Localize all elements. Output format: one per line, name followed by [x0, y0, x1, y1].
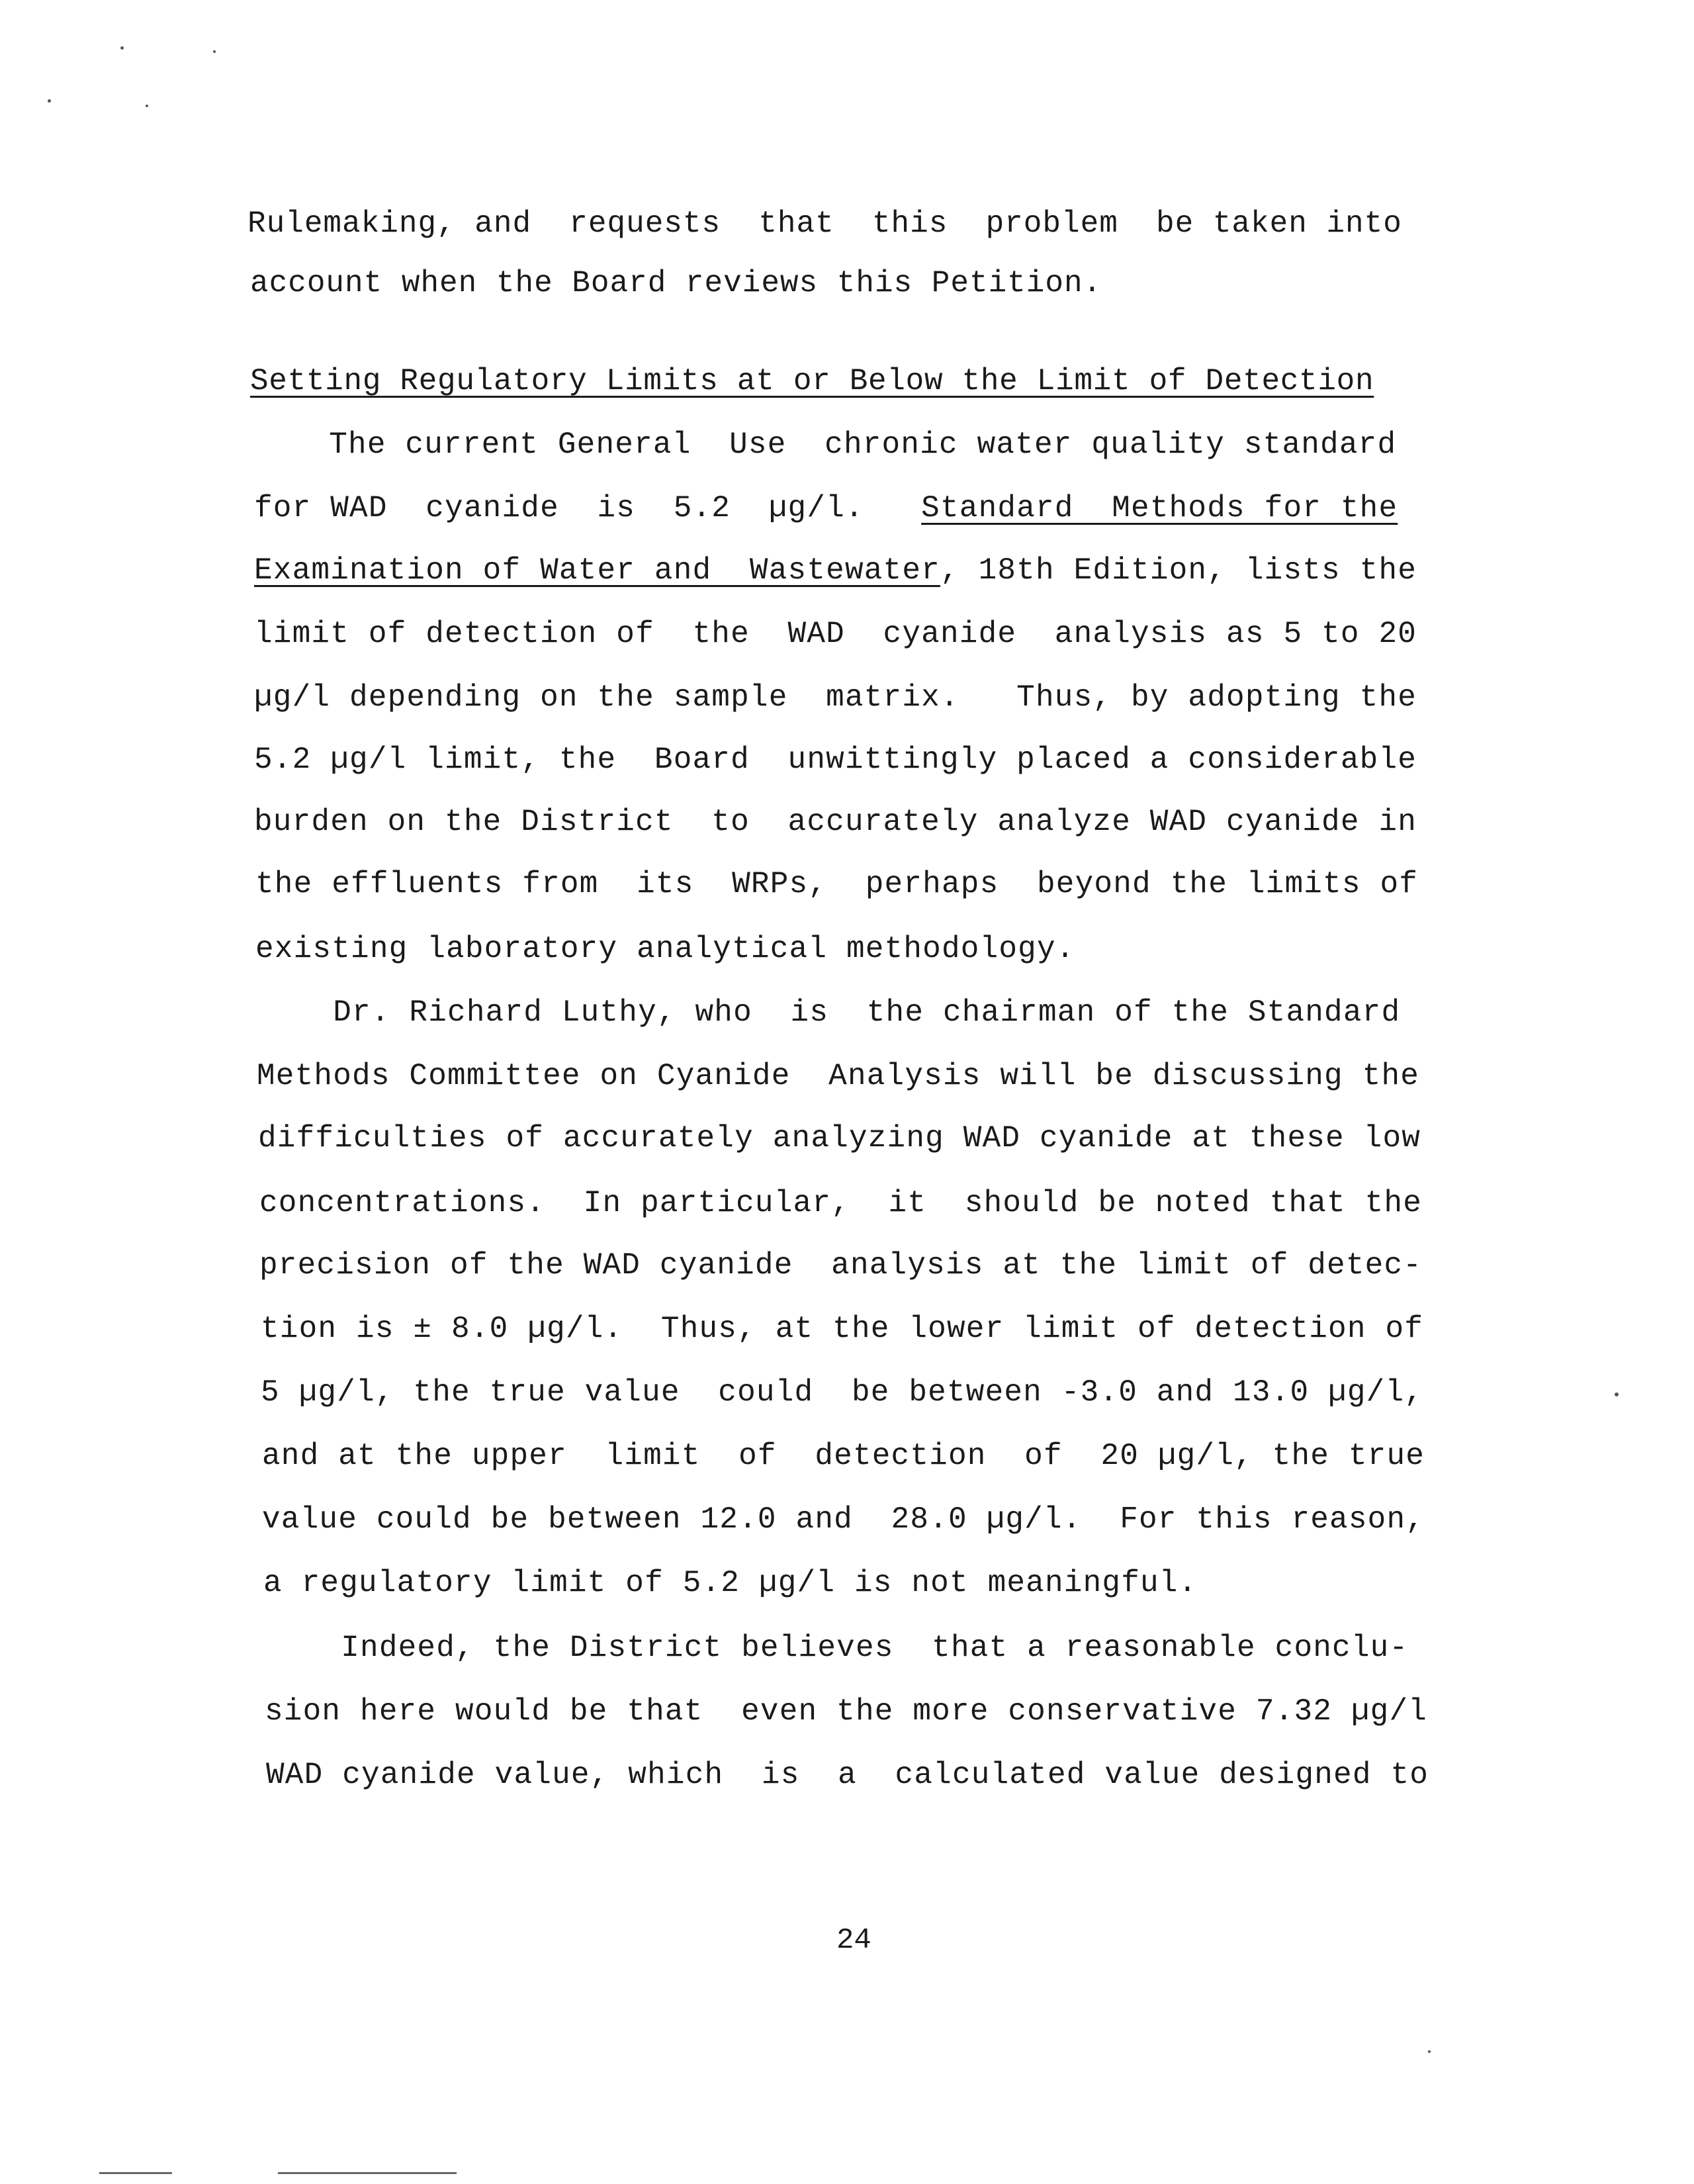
scan-speck [48, 99, 51, 103]
scan-speck [120, 46, 124, 50]
body-text-line: Indeed, the District believes that a reasonable conclu- [265, 1631, 1409, 1665]
body-text-line: tion is ± 8.0 µg/l. Thus, at the lower limit of detection of [261, 1312, 1424, 1346]
body-text-line [254, 551, 1417, 590]
cited-work-title: Standard Methods for the [921, 491, 1398, 525]
body-text-line [254, 488, 1398, 528]
body-text-line: precision of the WAD cyanide analysis at the limit of detec- [259, 1248, 1423, 1283]
scan-speck [146, 105, 148, 107]
scan-speck [1615, 1392, 1619, 1396]
body-text: for WAD cyanide is 5.2 µg/l. [254, 491, 922, 525]
bottom-rule [278, 2172, 457, 2174]
body-text-line: concentrations. In particular, it should be noted that the [259, 1186, 1423, 1220]
body-text-line: value could be between 12.0 and 28.0 µg/l. For this reason, [262, 1502, 1425, 1537]
body-text-line: limit of detection of the WAD cyanide analysis as 5 to 20 [254, 617, 1417, 651]
body-text-line: sion here would be that even the more conservative 7.32 µg/l [265, 1694, 1428, 1729]
scan-speck [1428, 2050, 1431, 2053]
body-text: , 18th Edition, lists the [940, 553, 1417, 588]
cited-work-title: Examination of Water and Wastewater [254, 553, 940, 588]
page-number: 24 [836, 1924, 871, 1957]
body-text-line: µg/l depending on the sample matrix. Thus, by adopting the [254, 680, 1417, 715]
body-text-line: Methods Committee on Cyanide Analysis will be discussing the [257, 1059, 1420, 1093]
body-text-line: Rulemaking, and requests that this problem be taken into [247, 206, 1402, 241]
section-heading: Setting Regulatory Limits at or Below the Limit of Detection [250, 364, 1374, 398]
body-text-line: The current General Use chronic water quality standard [253, 428, 1397, 462]
body-text-line: WAD cyanide value, which is a calculated value designed to [266, 1758, 1429, 1792]
body-text-line: 5 µg/l, the true value could be between -3.0 and 13.0 µg/l, [261, 1375, 1424, 1410]
body-text-line: a regulatory limit of 5.2 µg/l is not meaningful. [263, 1566, 1198, 1600]
body-text-line: account when the Board reviews this Petition. [250, 266, 1102, 300]
body-text-line: 5.2 µg/l limit, the Board unwittingly placed a considerable [254, 743, 1417, 777]
bottom-rule [99, 2172, 172, 2174]
body-text-line: difficulties of accurately analyzing WAD cyanide at these low [258, 1121, 1421, 1156]
body-text-line: and at the upper limit of detection of 20 µg/l, the true [262, 1439, 1425, 1473]
body-text-line: Dr. Richard Luthy, who is the chairman of the Standard [257, 995, 1401, 1030]
body-text-line: burden on the District to accurately analyze WAD cyanide in [254, 805, 1417, 839]
body-text-line: the effluents from its WRPs, perhaps beyond the limits of [255, 867, 1419, 901]
scan-speck [213, 50, 216, 53]
body-text-line: existing laboratory analytical methodology. [255, 932, 1075, 966]
